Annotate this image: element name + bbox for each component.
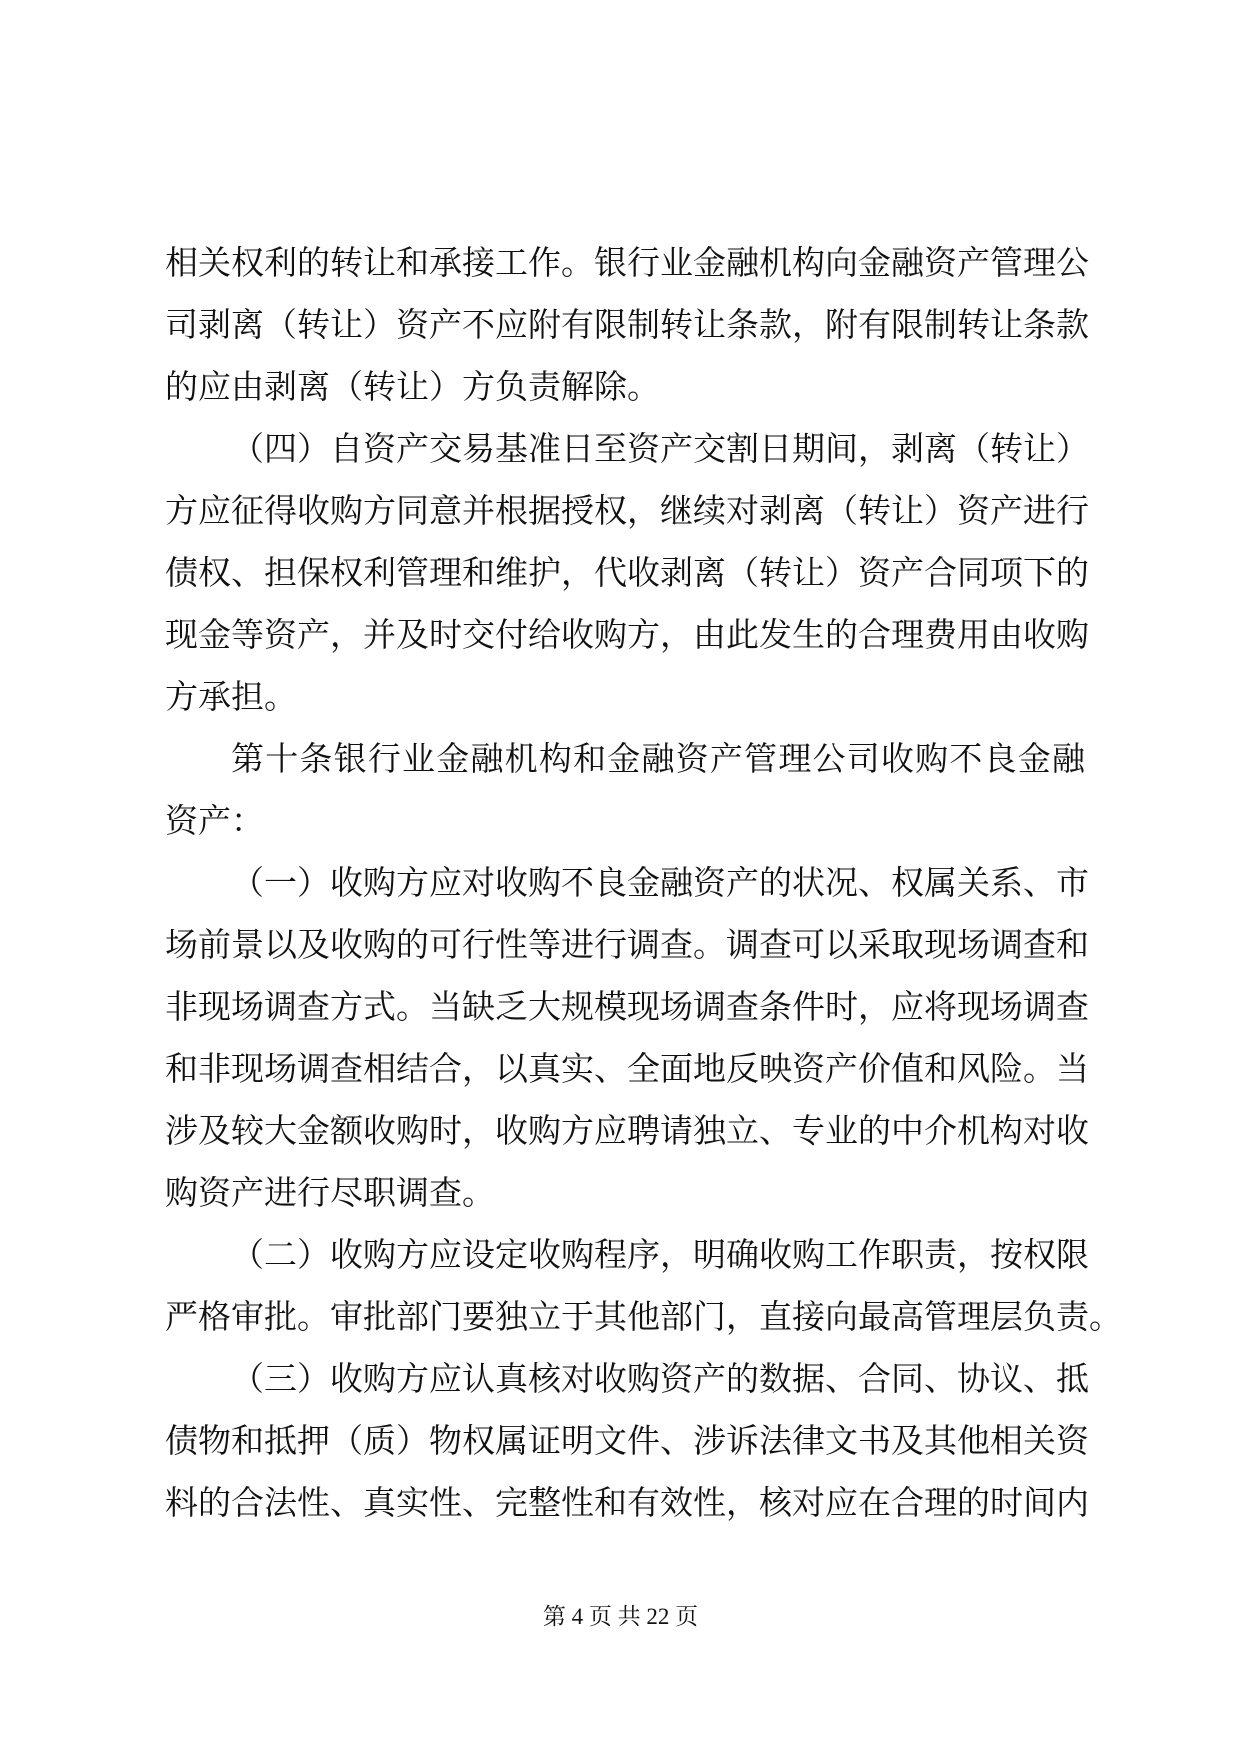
text-line: 场前景以及收购的可行性等进行调查。调查可以采取现场调查和 [165,925,1089,964]
text-line: （一）收购方应对收购不良金融资产的状况、权属关系、市 [231,863,1089,902]
text-line: （四）自资产交易基准日至资产交割日期间，剥离（转让） [231,429,1089,468]
text-line: 非现场调查方式。当缺乏大规模现场调查条件时，应将现场调查 [165,987,1089,1026]
document-body [165,232,1122,1534]
text-line: 资产： [165,801,264,840]
text-line: 债权、担保权利管理和维护，代收剥离（转让）资产合同项下的 [165,553,1089,592]
text-line: 方应征得收购方同意并根据授权，继续对剥离（转让）资产进行 [165,491,1089,530]
text-line: 方承担。 [165,677,297,716]
text-line: 司剥离（转让）资产不应附有限制转让条款，附有限制转让条款 [165,305,1089,344]
text-line: 料的合法性、真实性、完整性和有效性，核对应在合理的时间内 [165,1483,1089,1522]
text-line: 和非现场调查相结合，以真实、全面地反映资产价值和风险。当 [165,1049,1089,1088]
text-line: 购资产进行尽职调查。 [165,1173,495,1212]
text-line: （二）收购方应设定收购程序，明确收购工作职责，按权限 [231,1235,1089,1274]
text-line: 现金等资产，并及时交付给收购方，由此发生的合理费用由收购 [165,615,1089,654]
text-line: 严格审批。审批部门要独立于其他部门，直接向最高管理层负责。 [165,1297,1122,1336]
page-number-footer: 第 4 页 共 22 页 [542,1604,699,1629]
text-line: 相关权利的转让和承接工作。银行业金融机构向金融资产管理公 [165,243,1089,282]
text-line: 债物和抵押（质）物权属证明文件、涉诉法律文书及其他相关资 [165,1421,1089,1460]
text-line: 涉及较大金额收购时，收购方应聘请独立、专业的中介机构对收 [165,1111,1089,1150]
text-line: （三）收购方应认真核对收购资产的数据、合同、协议、抵 [231,1359,1089,1398]
text-line: 第十条银行业金融机构和金融资产管理公司收购不良金融 [231,739,1085,778]
text-line: 的应由剥离（转让）方负责解除。 [165,367,660,406]
